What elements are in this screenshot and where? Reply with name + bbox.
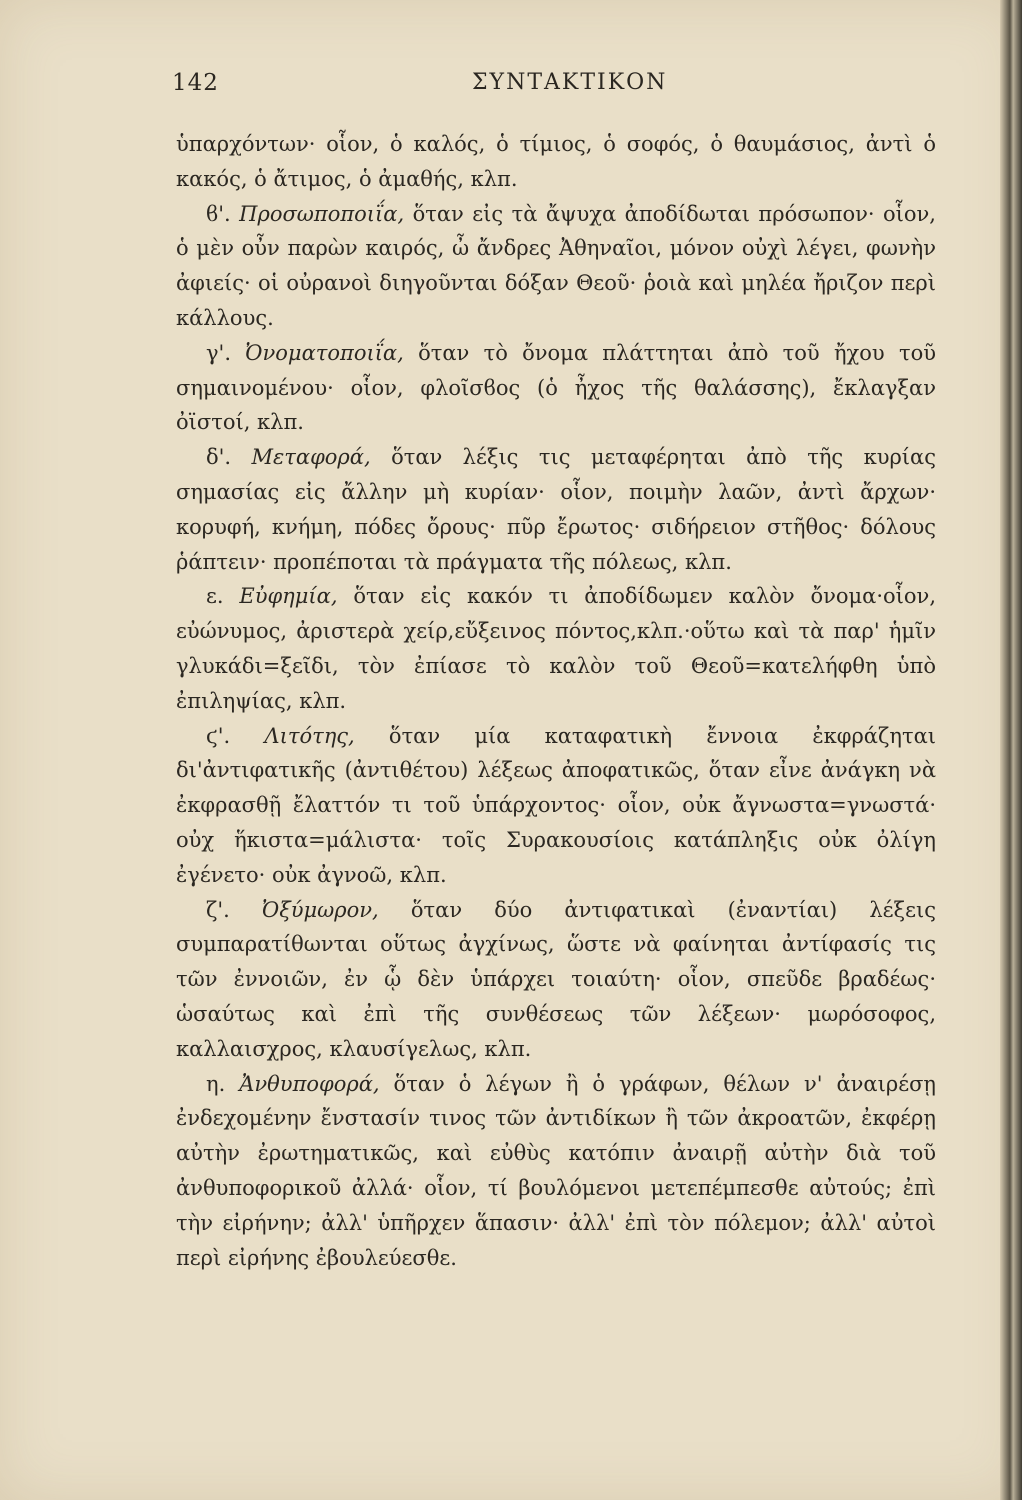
figure-of-speech-metaphor [176,440,936,579]
figure-of-speech-personification [176,197,936,336]
paragraph-text: ὑπαρχόντων· οἷον, ὁ καλός, ὁ τίμιος, ὁ σοφός, ὁ θαυμάσιος, ἀντὶ ὁ κακός, ὁ ἄτιμος, ὁ ἀμαθής, κλπ. [176,132,936,191]
definition: ὅταν εἰς τὰ ἄψυχα ἀποδίδωται πρόσωπον· οἷον, ὁ μὲν οὖν παρὼν καιρός, ὦ ἄνδρες Ἀθηναῖοι, μόνον οὐχὶ λέγει, φωνὴν ἀφιείς· οἱ οὐρανοὶ διηγοῦνται δόξαν Θεοῦ· ῥοιὰ καὶ μηλέα ἤριζον περὶ κάλλους. [176,201,936,330]
figure-of-speech-oxymoron [176,893,936,1067]
page-header [172,70,952,104]
definition: ὅταν εἰς κακόν τι ἀποδίδωμεν καλὸν ὄνομα·οἷον, εὐώνυμος, ἀριστερὰ χείρ,εὔξεινος πόντος,κλπ.·οὕτω καὶ τὰ παρ' ἡμῖν γλυκάδι=ξεῖδι, τὸν ἐπίασε τὸ καλὸν τοῦ Θεοῦ=κατελήφθη ὑπὸ ἐπιληψίας, κλπ. [176,584,936,713]
figure-of-speech-onomatopoeia [176,336,936,440]
item-number: ϐ'. [206,201,231,226]
term: Μεταφορά, [251,445,371,470]
book-spine-edge [1000,0,1022,1500]
term: Ὀξύμωρον, [261,897,379,922]
item-number: ε. [206,584,224,609]
body-text [176,127,936,1275]
term: Ἀνθυποφορά, [239,1071,380,1096]
term: Εὐφημία, [239,584,338,609]
item-number: η. [206,1071,226,1096]
figure-of-speech-hypophora [176,1067,936,1276]
definition: ὅταν λέξις τις μεταφέρηται ἀπὸ τῆς κυρίας σημασίας εἰς ἄλλην μὴ κυρίαν· οἷον, ποιμὴν λαῶν, ἀντὶ ἄρχων· κορυφή, κνήμη, πόδες ὄρους· πῦρ ἔρωτος· σιδήρειον στῆθος· δόλους ῥάπτειν· προπέποται τὰ πράγματα τῆς πόλεως, κλπ. [176,445,936,574]
term: Ὀνοματοποιΐα, [245,340,404,365]
term: Λιτότης, [264,723,355,748]
page-number: 142 [172,70,219,96]
item-number: ζ'. [206,897,230,922]
term: Προσωποποιΐα, [239,201,405,226]
item-number: δ'. [206,445,232,470]
figure-of-speech-litotes [176,719,936,893]
definition: ὅταν ὁ λέγων ἢ ὁ γράφων, θέλων ν' ἀναιρέσῃ ἐνδεχομένην ἔνστασίν τινος τῶν ἀντιδίκων ἢ τῶν ἀκροατῶν, ἐκφέρῃ αὐτὴν ἐρωτηματικῶς, καὶ εὐθὺς κατόπιν ἀναιρῇ αὐτὴν διὰ τοῦ ἀνθυποφορικοῦ ἀλλά· οἷον, τί βουλόμενοι μετεπέμπεσθε αὐτούς; ἐπὶ τὴν εἰρήνην; ἀλλ' ὑπῆρχεν ἅπασιν· ἀλλ' ἐπὶ τὸν πόλεμον; ἀλλ' αὐτοὶ περὶ εἰρήνης ἐβουλεύεσθε. [176,1071,936,1270]
definition: ὅταν δύο ἀντιφατικαὶ (ἐναντίαι) λέξεις συμπαρατίθωνται οὕτως ἀγχίνως, ὥστε νὰ φαίνηται ἀντίφασίς τις τῶν ἐννοιῶν, ἐν ᾧ δὲν ὑπάρχει τοιαύτη· οἷον, σπεῦδε βραδέως· ὡσαύτως καὶ ἐπὶ τῆς συνθέσεως τῶν λέξεων· μωρόσοφος, καλλαισχρος, κλαυσίγελως, κλπ. [176,897,936,1061]
paragraph-continuation [176,127,936,197]
definition: ὅταν μία καταφατικὴ ἔννοια ἐκφράζηται δι'ἀντιφατικῆς (ἀντιθέτου) λέξεως ἀποφατικῶς, ὅταν εἶνε ἀνάγκη νὰ ἐκφρασθῇ ἔλαττόν τι τοῦ ὑπάρχοντος· οἷον, οὐκ ἄγνωστα=γνωστά· οὐχ ἥκιστα=μάλιστα· τοῖς Συρακουσίοις κατάπληξις οὐκ ὀλίγη ἐγένετο· οὐκ ἀγνοῶ, κλπ. [176,723,936,887]
item-number: ϛ'. [206,723,231,748]
figure-of-speech-euphemism [176,579,936,718]
running-title: ΣΥΝΤΑΚΤΙΚΟΝ [472,70,668,95]
item-number: γ'. [206,340,231,365]
definition: ὅταν τὸ ὄνομα πλάττηται ἀπὸ τοῦ ἤχου τοῦ σημαινομένου· οἷον, φλοῖσϐος (ὁ ἦχος τῆς θαλάσσης), ἔκλαγξαν ὀϊστοί, κλπ. [176,340,936,435]
